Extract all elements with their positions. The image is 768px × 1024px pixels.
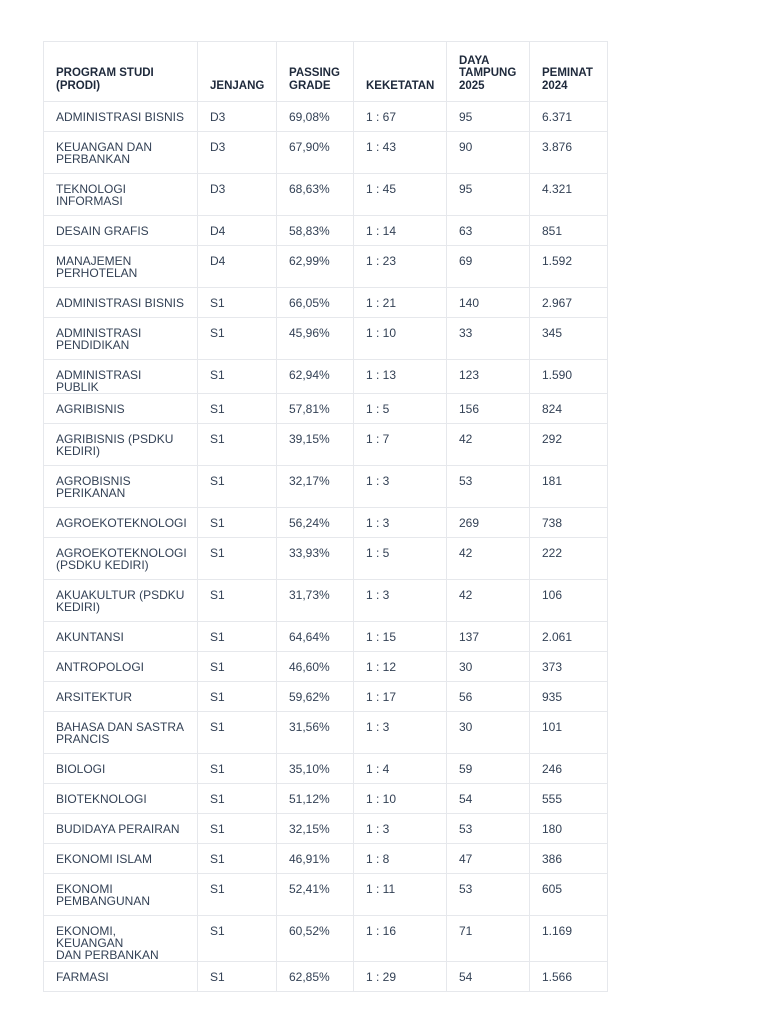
cell-passing-grade: 57,81% — [277, 394, 354, 424]
cell-jenjang: S1 — [198, 844, 277, 874]
cell-keketatan: 1 : 45 — [354, 174, 447, 216]
cell-passing-grade: 69,08% — [277, 102, 354, 132]
cell-passing-grade: 56,24% — [277, 508, 354, 538]
table-row — [44, 360, 608, 394]
cell-program-studi — [44, 318, 198, 360]
cell-passing-grade: 32,15% — [277, 814, 354, 844]
passing-grade-table — [43, 41, 608, 992]
cell-jenjang: S1 — [198, 962, 277, 992]
cell-jenjang: S1 — [198, 712, 277, 754]
header-line: 2025 — [459, 79, 485, 92]
program-studi-line: EKONOMI ISLAM — [56, 852, 153, 866]
cell-daya-tampung: 137 — [447, 622, 530, 652]
program-studi-line: EKONOMI — [56, 882, 113, 896]
data-table-container — [43, 41, 607, 992]
cell-peminat: 2.967 — [530, 288, 608, 318]
cell-keketatan: 1 : 5 — [354, 538, 447, 580]
cell-program-studi — [44, 874, 198, 916]
cell-program-studi — [44, 538, 198, 580]
cell-peminat: 851 — [530, 216, 608, 246]
program-studi-line: AGROBISNIS — [56, 474, 131, 488]
cell-passing-grade: 59,62% — [277, 682, 354, 712]
cell-passing-grade: 51,12% — [277, 784, 354, 814]
table-row — [44, 424, 608, 466]
header-line: TAMPUNG — [459, 67, 517, 79]
cell-keketatan: 1 : 21 — [354, 288, 447, 318]
cell-program-studi — [44, 394, 198, 424]
cell-keketatan: 1 : 43 — [354, 132, 447, 174]
table-row — [44, 844, 608, 874]
cell-daya-tampung: 53 — [447, 874, 530, 916]
cell-keketatan: 1 : 12 — [354, 652, 447, 682]
cell-daya-tampung: 54 — [447, 784, 530, 814]
cell-jenjang: S1 — [198, 580, 277, 622]
program-studi-line: PERIKANAN — [56, 486, 126, 500]
cell-jenjang: S1 — [198, 538, 277, 580]
cell-jenjang: S1 — [198, 288, 277, 318]
table-row — [44, 538, 608, 580]
cell-keketatan: 1 : 14 — [354, 216, 447, 246]
cell-keketatan: 1 : 15 — [354, 622, 447, 652]
table-row — [44, 102, 608, 132]
cell-jenjang: D3 — [198, 174, 277, 216]
cell-program-studi — [44, 580, 198, 622]
cell-passing-grade: 64,64% — [277, 622, 354, 652]
cell-jenjang: S1 — [198, 466, 277, 508]
cell-daya-tampung: 269 — [447, 508, 530, 538]
cell-passing-grade: 60,52% — [277, 916, 354, 962]
cell-jenjang: D4 — [198, 246, 277, 288]
cell-keketatan: 1 : 11 — [354, 874, 447, 916]
program-studi-line: ADMINISTRASI — [56, 326, 142, 340]
table-row — [44, 874, 608, 916]
table-row — [44, 814, 608, 844]
cell-daya-tampung: 53 — [447, 814, 530, 844]
cell-program-studi — [44, 174, 198, 216]
cell-passing-grade: 62,94% — [277, 360, 354, 394]
table-row — [44, 394, 608, 424]
table-row — [44, 466, 608, 508]
cell-program-studi — [44, 754, 198, 784]
cell-jenjang: S1 — [198, 360, 277, 394]
header-line: 2024 — [542, 79, 568, 92]
program-studi-line: ARSITEKTUR — [56, 690, 133, 704]
table-row — [44, 580, 608, 622]
cell-daya-tampung: 33 — [447, 318, 530, 360]
program-studi-line: AKUNTANSI — [56, 630, 124, 644]
cell-passing-grade: 62,85% — [277, 962, 354, 992]
cell-peminat: 101 — [530, 712, 608, 754]
program-studi-line: EKONOMI, KEUANGAN — [56, 924, 124, 950]
cell-program-studi — [44, 216, 198, 246]
program-studi-line: AGRIBISNIS — [56, 402, 125, 416]
cell-peminat: 246 — [530, 754, 608, 784]
cell-daya-tampung: 140 — [447, 288, 530, 318]
header-line: KEKETATAN — [366, 79, 435, 92]
cell-jenjang: D4 — [198, 216, 277, 246]
cell-program-studi — [44, 712, 198, 754]
cell-program-studi — [44, 814, 198, 844]
header-line: PEMINAT — [542, 67, 593, 79]
cell-program-studi — [44, 132, 198, 174]
cell-passing-grade: 45,96% — [277, 318, 354, 360]
cell-daya-tampung: 30 — [447, 652, 530, 682]
header-line: PASSING — [289, 67, 340, 79]
cell-jenjang: D3 — [198, 102, 277, 132]
cell-jenjang: S1 — [198, 916, 277, 962]
cell-daya-tampung: 95 — [447, 102, 530, 132]
cell-keketatan: 1 : 29 — [354, 962, 447, 992]
table-row — [44, 318, 608, 360]
program-studi-line: PRANCIS — [56, 732, 110, 746]
table-row — [44, 784, 608, 814]
header-program-studi — [44, 42, 198, 102]
cell-passing-grade: 62,99% — [277, 246, 354, 288]
table-row — [44, 216, 608, 246]
cell-daya-tampung: 63 — [447, 216, 530, 246]
cell-jenjang: S1 — [198, 318, 277, 360]
header-line: PROGRAM STUDI — [56, 67, 154, 79]
cell-keketatan: 1 : 3 — [354, 580, 447, 622]
cell-jenjang: S1 — [198, 874, 277, 916]
cell-daya-tampung: 123 — [447, 360, 530, 394]
cell-jenjang: S1 — [198, 652, 277, 682]
cell-peminat: 738 — [530, 508, 608, 538]
program-studi-line: DAN PERBANKAN — [56, 948, 159, 962]
cell-program-studi — [44, 652, 198, 682]
cell-passing-grade: 35,10% — [277, 754, 354, 784]
cell-jenjang: S1 — [198, 622, 277, 652]
table-row — [44, 246, 608, 288]
program-studi-line: ADMINISTRASI BISNIS — [56, 296, 185, 310]
program-studi-line: AGROEKOTEKNOLOGI — [56, 516, 187, 530]
cell-peminat: 222 — [530, 538, 608, 580]
program-studi-line: BAHASA DAN SASTRA — [56, 720, 185, 734]
cell-passing-grade: 52,41% — [277, 874, 354, 916]
cell-passing-grade: 46,60% — [277, 652, 354, 682]
cell-peminat: 386 — [530, 844, 608, 874]
cell-daya-tampung: 42 — [447, 580, 530, 622]
table-header — [44, 42, 608, 102]
program-studi-line: KEUANGAN DAN — [56, 140, 153, 154]
cell-program-studi — [44, 916, 198, 962]
program-studi-line: KEDIRI) — [56, 600, 101, 614]
table-row — [44, 962, 608, 992]
header-line: GRADE — [289, 79, 331, 92]
cell-keketatan: 1 : 67 — [354, 102, 447, 132]
cell-passing-grade: 68,63% — [277, 174, 354, 216]
cell-jenjang: S1 — [198, 682, 277, 712]
table-row — [44, 174, 608, 216]
cell-keketatan: 1 : 13 — [354, 360, 447, 394]
cell-keketatan: 1 : 10 — [354, 318, 447, 360]
program-studi-line: ADMINISTRASI PUBLIK — [56, 368, 142, 394]
program-studi-line: ADMINISTRASI BISNIS — [56, 110, 185, 124]
program-studi-line: AKUAKULTUR (PSDKU — [56, 588, 185, 602]
cell-keketatan: 1 : 4 — [354, 754, 447, 784]
cell-keketatan: 1 : 5 — [354, 394, 447, 424]
program-studi-line: FARMASI — [56, 970, 109, 984]
cell-jenjang: S1 — [198, 424, 277, 466]
program-studi-line: BIOLOGI — [56, 762, 106, 776]
cell-program-studi — [44, 424, 198, 466]
cell-jenjang: S1 — [198, 508, 277, 538]
cell-peminat: 373 — [530, 652, 608, 682]
program-studi-line: BIOTEKNOLOGI — [56, 792, 147, 806]
program-studi-line: TEKNOLOGI — [56, 182, 127, 196]
program-studi-line: PENDIDIKAN — [56, 338, 130, 352]
header-keketatan — [354, 42, 447, 102]
cell-passing-grade: 31,73% — [277, 580, 354, 622]
cell-keketatan: 1 : 10 — [354, 784, 447, 814]
cell-program-studi — [44, 508, 198, 538]
header-line: JENJANG — [210, 79, 265, 92]
cell-daya-tampung: 56 — [447, 682, 530, 712]
cell-program-studi — [44, 360, 198, 394]
cell-daya-tampung: 47 — [447, 844, 530, 874]
cell-passing-grade: 58,83% — [277, 216, 354, 246]
cell-peminat: 2.061 — [530, 622, 608, 652]
header-line: (PRODI) — [56, 79, 101, 92]
cell-peminat: 1.566 — [530, 962, 608, 992]
cell-daya-tampung: 69 — [447, 246, 530, 288]
program-studi-line: ANTROPOLOGI — [56, 660, 145, 674]
cell-program-studi — [44, 246, 198, 288]
cell-program-studi — [44, 466, 198, 508]
cell-program-studi — [44, 288, 198, 318]
cell-passing-grade: 31,56% — [277, 712, 354, 754]
cell-daya-tampung: 95 — [447, 174, 530, 216]
program-studi-line: MANAJEMEN — [56, 254, 132, 268]
cell-jenjang: S1 — [198, 784, 277, 814]
cell-jenjang: S1 — [198, 814, 277, 844]
cell-program-studi — [44, 622, 198, 652]
header-row — [44, 42, 608, 102]
table-row — [44, 712, 608, 754]
table-row — [44, 754, 608, 784]
cell-passing-grade: 67,90% — [277, 132, 354, 174]
cell-peminat: 935 — [530, 682, 608, 712]
cell-passing-grade: 46,91% — [277, 844, 354, 874]
table-row — [44, 132, 608, 174]
header-peminat — [530, 42, 608, 102]
cell-keketatan: 1 : 3 — [354, 466, 447, 508]
program-studi-line: BUDIDAYA PERAIRAN — [56, 822, 180, 836]
table-row — [44, 288, 608, 318]
cell-peminat: 180 — [530, 814, 608, 844]
cell-program-studi — [44, 844, 198, 874]
cell-jenjang: D3 — [198, 132, 277, 174]
cell-keketatan: 1 : 8 — [354, 844, 447, 874]
cell-keketatan: 1 : 7 — [354, 424, 447, 466]
cell-peminat: 1.590 — [530, 360, 608, 394]
table-row — [44, 652, 608, 682]
header-daya-tampung — [447, 42, 530, 102]
cell-daya-tampung: 30 — [447, 712, 530, 754]
table-row — [44, 916, 608, 962]
cell-passing-grade: 39,15% — [277, 424, 354, 466]
cell-passing-grade: 66,05% — [277, 288, 354, 318]
cell-keketatan: 1 : 3 — [354, 814, 447, 844]
cell-program-studi — [44, 102, 198, 132]
table-row — [44, 682, 608, 712]
cell-peminat: 3.876 — [530, 132, 608, 174]
header-line: DAYA — [459, 54, 490, 67]
program-studi-line: AGROEKOTEKNOLOGI — [56, 546, 187, 560]
cell-peminat: 605 — [530, 874, 608, 916]
cell-daya-tampung: 54 — [447, 962, 530, 992]
program-studi-line: KEDIRI) — [56, 444, 101, 458]
cell-peminat: 106 — [530, 580, 608, 622]
cell-daya-tampung: 90 — [447, 132, 530, 174]
table-body — [44, 102, 608, 992]
cell-program-studi — [44, 784, 198, 814]
cell-peminat: 292 — [530, 424, 608, 466]
cell-daya-tampung: 59 — [447, 754, 530, 784]
cell-keketatan: 1 : 16 — [354, 916, 447, 962]
cell-daya-tampung: 42 — [447, 538, 530, 580]
cell-keketatan: 1 : 3 — [354, 508, 447, 538]
program-studi-line: AGRIBISNIS (PSDKU — [56, 432, 174, 446]
cell-program-studi — [44, 682, 198, 712]
program-studi-line: INFORMASI — [56, 194, 123, 208]
cell-passing-grade: 32,17% — [277, 466, 354, 508]
program-studi-line: (PSDKU KEDIRI) — [56, 558, 149, 572]
cell-peminat: 4.321 — [530, 174, 608, 216]
cell-peminat: 181 — [530, 466, 608, 508]
cell-peminat: 555 — [530, 784, 608, 814]
cell-peminat: 1.169 — [530, 916, 608, 962]
cell-daya-tampung: 42 — [447, 424, 530, 466]
cell-daya-tampung: 71 — [447, 916, 530, 962]
cell-daya-tampung: 156 — [447, 394, 530, 424]
cell-peminat: 6.371 — [530, 102, 608, 132]
table-row — [44, 508, 608, 538]
header-jenjang — [198, 42, 277, 102]
cell-keketatan: 1 : 17 — [354, 682, 447, 712]
cell-program-studi — [44, 962, 198, 992]
cell-peminat: 345 — [530, 318, 608, 360]
cell-jenjang: S1 — [198, 394, 277, 424]
cell-passing-grade: 33,93% — [277, 538, 354, 580]
program-studi-line: PERHOTELAN — [56, 266, 138, 280]
table-row — [44, 622, 608, 652]
header-passing-grade — [277, 42, 354, 102]
program-studi-line: PERBANKAN — [56, 152, 131, 166]
cell-daya-tampung: 53 — [447, 466, 530, 508]
program-studi-line: DESAIN GRAFIS — [56, 224, 149, 238]
cell-peminat: 824 — [530, 394, 608, 424]
cell-keketatan: 1 : 3 — [354, 712, 447, 754]
cell-peminat: 1.592 — [530, 246, 608, 288]
cell-jenjang: S1 — [198, 754, 277, 784]
cell-keketatan: 1 : 23 — [354, 246, 447, 288]
program-studi-line: PEMBANGUNAN — [56, 894, 151, 908]
